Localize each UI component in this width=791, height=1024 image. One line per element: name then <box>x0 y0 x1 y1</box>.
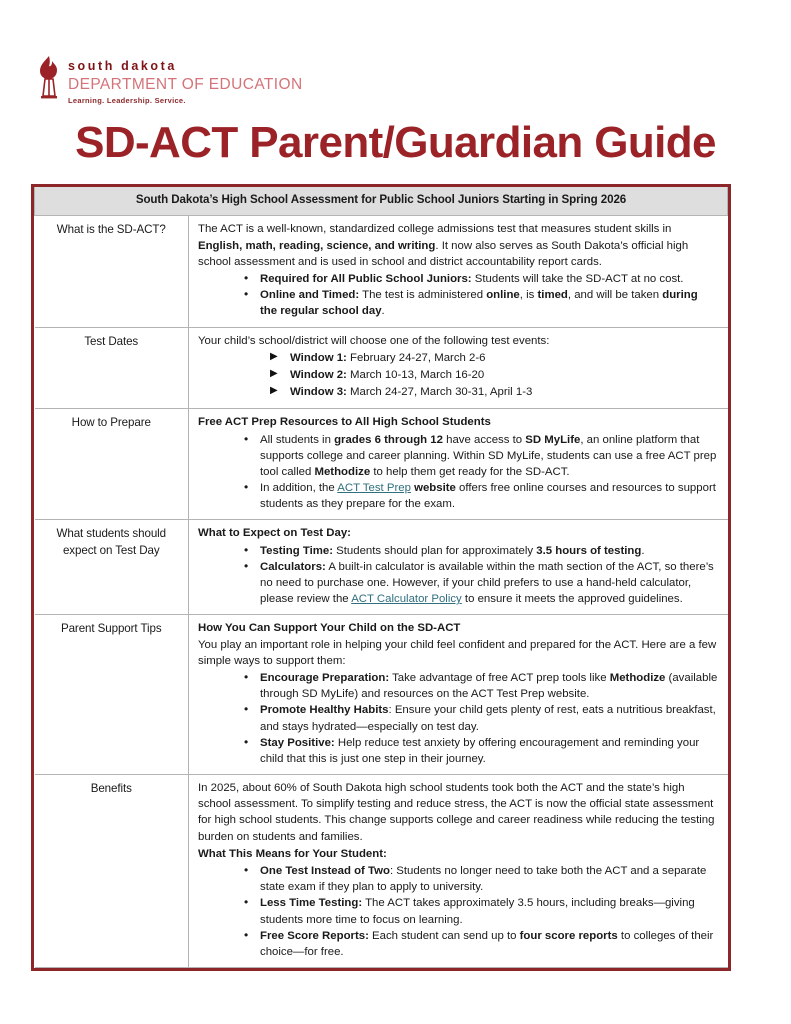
list-item <box>244 863 718 895</box>
logo-line-department: DEPARTMENT OF EDUCATION <box>68 76 303 93</box>
logo-wordmark <box>68 55 303 106</box>
test-window-list <box>198 350 718 401</box>
bullet-text-bold: Methodize <box>314 465 371 478</box>
bullet-label: Required for All Public School Juniors: <box>260 273 472 286</box>
paragraph: In 2025, about 60% of South Dakota high school students took both the ACT and the state’s high school assessment. To simplify testing and reduce stress, the ACT is now the official state assessment for high school students. This change supports college and career readiness while reducing the testing burden on students and families. <box>198 782 715 843</box>
bullet-text: Students will take the SD-ACT at no cost. <box>471 273 684 286</box>
row-body-how-to-prepare <box>189 409 728 520</box>
bullet-label: Less Time Testing: <box>260 897 363 910</box>
bullet-label: Online and Timed: <box>260 289 360 302</box>
paragraph: Your child’s school/district will choose one of the following test events: <box>198 334 550 347</box>
list-item <box>244 670 718 702</box>
list-item <box>244 271 718 287</box>
act-calculator-policy-link[interactable]: ACT Calculator Policy <box>351 593 462 606</box>
list-item <box>270 367 718 383</box>
bullet-text: : Students no longer need to take both the ACT and a separate state exam if they plan to apply to university. <box>260 865 707 894</box>
bullet-text-bold: timed <box>537 289 568 302</box>
bullet-label: One Test Instead of Two <box>260 865 390 878</box>
logo-line-state: south dakota <box>68 59 177 73</box>
bullet-list <box>198 863 718 960</box>
section-heading <box>198 846 718 862</box>
page-title: SD-ACT Parent/Guardian Guide <box>75 118 716 167</box>
paragraph <box>198 221 718 270</box>
heading-text: What to Expect on Test Day: <box>198 527 351 540</box>
row-body-test-dates <box>189 327 728 409</box>
heading-text: What This Means for Your Student: <box>198 847 387 860</box>
bullet-text: The test is administered <box>359 289 487 302</box>
bullet-list <box>198 670 718 767</box>
row-label-benefits: Benefits <box>35 775 189 968</box>
bullet-label: Promote Healthy Habits <box>260 704 389 717</box>
list-item <box>270 350 718 366</box>
bullet-text: . <box>381 305 385 318</box>
window-dates: February 24-27, March 2-6 <box>346 351 486 364</box>
bullet-text: The ACT takes approximately 3.5 hours, including breaks—giving students more time to focus on learning. <box>260 897 695 926</box>
window-dates: March 24-27, March 30-31, April 1-3 <box>346 386 533 399</box>
list-item <box>244 559 718 608</box>
window-label: Window 2: <box>290 368 347 381</box>
bullet-text: , and will be taken <box>567 289 663 302</box>
table-row <box>35 520 728 615</box>
bullet-text: . <box>641 544 645 557</box>
window-label: Window 3: <box>290 386 347 399</box>
list-item <box>244 895 718 927</box>
heading-bold: Free ACT Prep Resources <box>198 416 339 429</box>
list-item <box>244 702 718 734</box>
list-item <box>244 480 718 512</box>
guide-table <box>34 187 728 968</box>
section-heading <box>198 525 718 541</box>
bullet-text: , an online platform that supports college and career planning. Within SD MyLife, students can use a free ACT prep tool called <box>260 433 717 478</box>
table-row <box>35 216 728 327</box>
list-item <box>270 384 718 400</box>
bullet-text: Students should plan for approximately <box>333 544 537 557</box>
bullet-text-bold: Methodize <box>609 671 666 684</box>
window-dates: March 10-13, March 16-20 <box>346 368 485 381</box>
guide-table-container <box>31 184 731 971</box>
bullet-list <box>198 432 718 513</box>
bullet-text: offers free online courses and resources to support students as they prepare for the exam. <box>260 482 716 511</box>
bullet-text: have access to <box>442 433 526 446</box>
bullet-text-bold: 3.5 hours of testing <box>536 544 642 557</box>
list-item <box>244 543 718 559</box>
text-bold-subjects: English, math, reading, science, and writing <box>198 239 436 252</box>
bullet-label: Free Score Reports: <box>260 929 369 942</box>
table-row <box>35 327 728 409</box>
row-body-what-is-sdact <box>189 216 728 327</box>
list-item <box>244 735 718 767</box>
table-row <box>35 615 728 775</box>
list-item <box>244 432 718 481</box>
bullet-text-bold: website <box>410 482 456 495</box>
table-row <box>35 775 728 968</box>
bullet-text: All students in <box>260 433 335 446</box>
sd-doe-logo <box>36 55 303 106</box>
window-label: Window 1: <box>290 351 347 364</box>
bullet-text: Each student can send up to <box>368 929 520 942</box>
table-header-row <box>35 187 728 216</box>
bullet-text: to ensure it meets the approved guidelines. <box>461 593 683 606</box>
heading-text: How You Can Support Your Child on the SD-ACT <box>198 622 461 635</box>
bullet-text-bold: online <box>486 289 520 302</box>
row-body-parent-support <box>189 615 728 775</box>
bullet-text: : Ensure your child gets plenty of rest, eats a nutritious breakfast, and stays hydrated—especially on test day. <box>260 704 716 733</box>
bullet-list <box>198 271 718 320</box>
text-segment: The ACT is a well-known, standardized college admissions test that measures student skills in <box>198 223 672 236</box>
list-item <box>244 928 718 960</box>
bullet-text: Take advantage of free ACT prep tools like <box>389 671 610 684</box>
bullet-label: Encourage Preparation: <box>260 671 390 684</box>
row-label-test-day: What students should expect on Test Day <box>35 520 189 615</box>
bullet-text-bold: four score reports <box>519 929 618 942</box>
act-test-prep-link[interactable]: ACT Test Prep <box>337 482 411 495</box>
paragraph: You play an important role in helping your child feel confident and prepared for the ACT. Here are a few simple ways to support them: <box>198 638 717 667</box>
bullet-text: In addition, the <box>260 482 338 495</box>
row-label-test-dates: Test Dates <box>35 327 189 409</box>
bullet-text: A built-in calculator is available within the math section of the ACT, so there’s no need to purchase one. However, if your child prefers to use a hand-held calculator, please review the <box>260 560 714 606</box>
bullet-list <box>198 543 718 608</box>
bullet-text-bold: during the regular school day <box>260 289 698 318</box>
table-header-cell: South Dakota’s High School Assessment for Public School Juniors Starting in Spring 2026 <box>35 187 728 216</box>
row-body-benefits <box>189 775 728 968</box>
bullet-text: (available through SD MyLife) and resources on the ACT Test Prep website. <box>260 671 718 701</box>
bullet-label: Stay Positive: <box>260 736 335 749</box>
heading-rest: to All High School Students <box>338 416 491 429</box>
row-label-what-is-sdact: What is the SD-ACT? <box>35 216 189 327</box>
section-heading <box>198 620 718 636</box>
bullet-text: , is <box>519 289 538 302</box>
section-heading <box>198 414 718 430</box>
row-label-parent-support: Parent Support Tips <box>35 615 189 775</box>
bullet-text-bold: SD MyLife <box>525 433 581 446</box>
table-row <box>35 409 728 520</box>
bullet-label: Testing Time: <box>260 544 333 557</box>
bullet-text: to help them get ready for the SD-ACT. <box>370 465 570 478</box>
bullet-text-bold: grades 6 through 12 <box>334 433 443 446</box>
row-body-test-day <box>189 520 728 615</box>
row-label-how-to-prepare: How to Prepare <box>35 409 189 520</box>
logo-tagline: Learning. Leadership. Service. <box>68 96 186 105</box>
bullet-text: Help reduce test anxiety by offering encouragement and reminding your child that this is just one step in their journey. <box>260 736 700 765</box>
torch-flame-icon <box>36 55 62 99</box>
list-item <box>244 287 718 319</box>
bullet-text: to colleges of their choice—for free. <box>260 929 714 958</box>
text-segment: . It now also serves as South Dakota’s official high school assessment and is used in school and district accountability report cards. <box>198 239 689 268</box>
bullet-label: Calculators: <box>260 560 326 573</box>
